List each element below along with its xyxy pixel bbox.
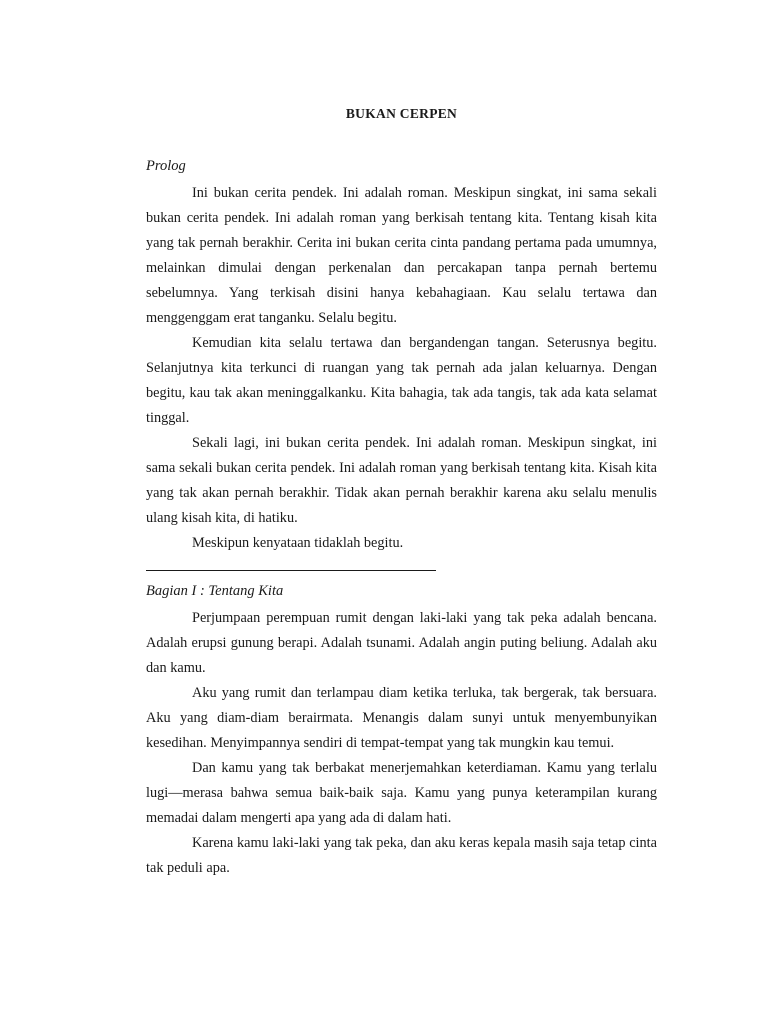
section-bagian-1 xyxy=(146,581,657,881)
paragraph: Karena kamu laki-laki yang tak peka, dan aku keras kepala masih saja tetap cinta tak peduli apa. xyxy=(146,835,657,876)
section-divider xyxy=(146,570,436,571)
section-heading: Bagian I : Tentang Kita xyxy=(146,583,284,599)
paragraph: Perjumpaan perempuan rumit dengan laki-laki yang tak peka adalah bencana. Adalah erupsi gunung berapi. Adalah tsunami. Adalah angin puting beliung. Adalah aku dan kamu. xyxy=(146,610,657,676)
paragraph: Sekali lagi, ini bukan cerita pendek. Ini adalah roman. Meskipun singkat, ini sama sekali bukan cerita pendek. Ini adalah roman yang berkisah tentang kita. Kisah kita yang tak akan pernah berakhir. Tidak akan pernah berakhir karena aku selalu menulis ulang kisah kita, di hatiku. xyxy=(146,435,657,526)
paragraph: Kemudian kita selalu tertawa dan bergandengan tangan. Seterusnya begitu. Selanjutnya kita terkunci di ruangan yang tak pernah ada jalan keluarnya. Dengan begitu, kau tak akan meninggalkanku. Kita bahagia, tak ada tangis, tak ada kata selamat tinggal. xyxy=(146,335,657,426)
paragraph: Dan kamu yang tak berbakat menerjemahkan keterdiaman. Kamu yang terlalu lugi—merasa bahwa semua baik-baik saja. Kamu yang punya keterampilan kurang memadai dalam mengerti apa yang ada di dalam hati. xyxy=(146,760,657,826)
paragraph: Meskipun kenyataan tidaklah begitu. xyxy=(192,535,404,551)
section-prolog xyxy=(146,156,657,556)
paragraph: Ini bukan cerita pendek. Ini adalah roman. Meskipun singkat, ini sama sekali bukan cerita pendek. Ini adalah roman yang berkisah tentang kita. Tentang kisah kita yang tak pernah berakhir. Cerita ini bukan cerita cinta pandang pertama pada umumnya, melainkan dimulai dengan perkenalan dan percakapan tanpa pernah bertemu sebelumnya. Yang terkisah disini hanya kebahagiaan. Kau selalu tertawa dan menggenggam erat tanganku. Selalu begitu. xyxy=(146,185,657,326)
document-title: BUKAN CERPEN xyxy=(345,106,458,121)
section-heading: Prolog xyxy=(146,158,186,174)
paragraph: Aku yang rumit dan terlampau diam ketika terluka, tak bergerak, tak bersuara. Aku yang diam-diam berairmata. Menangis dalam sunyi untuk menyembunyikan kesedihan. Menyimpannya sendiri di tempat-tempat yang tak mungkin kau temui. xyxy=(146,685,657,751)
